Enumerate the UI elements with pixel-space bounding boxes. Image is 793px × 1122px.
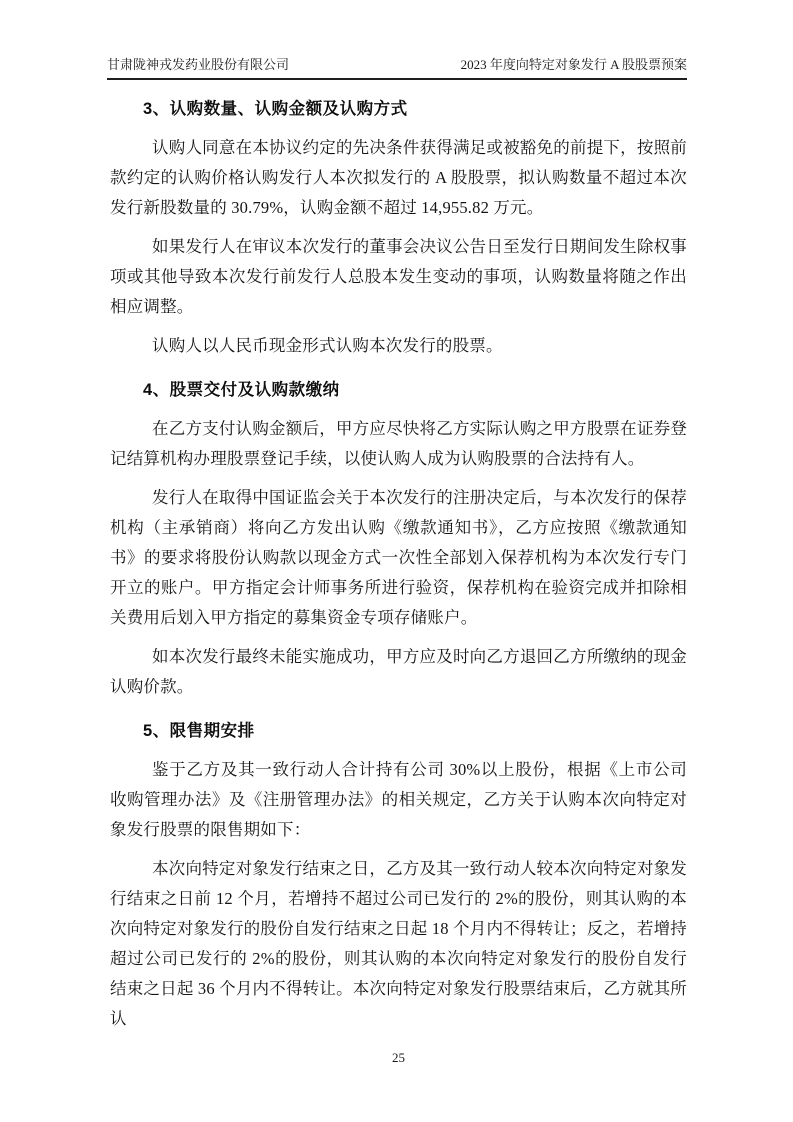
page-footer [110,1050,687,1066]
paragraph-refund-clause: 如本次发行最终未能实施成功，甲方应及时向乙方退回乙方所缴纳的现金认购价款。 [110,647,687,696]
paragraph-payment-notice: 发行人在取得中国证监会关于本次发行的注册决定后，与本次发行的保荐机构（主承销商）将向乙方发出认购《缴款通知书》，乙方应按照《缴款通知书》的要求将股份认购款以现金方式一次性全部划入保荐机构为本次发行专门开立的账户。甲方指定会计师事务所进行验资，保荐机构在验资完成并扣除相关费用后划入甲方指定的募集资金专项存储账户。 [110,488,687,627]
paragraph-lockup-basis: 鉴于乙方及其一致行动人合计持有公司 30%以上股份，根据《上市公司收购管理办法》及《注册管理办法》的相关规定，乙方关于认购本次向特定对象发行股票的限售期如下： [110,760,687,839]
header-rule [107,78,687,80]
page-header [107,57,687,78]
section-heading-3: 3、认购数量、认购金额及认购方式 [143,100,408,118]
section-heading-5: 5、限售期安排 [143,722,255,740]
paragraph-lockup-terms: 本次向特定对象发行结束之日，乙方及其一致行动人较本次向特定对象发行结束之日前 12 个月，若增持不超过公司已发行的 2%的股份，则其认购的本次向特定对象发行的股份自发行结束之日起 18 个月内不得转让；反之，若增持超过公司已发行的 2%的股份，则其认购的本次向特定对象发行的股份自发行结束之日起 36 个月内不得转让。本次向特定对象发行股票结束后，乙方就其所认 [110,859,687,1028]
paragraph-cash-subscription: 认购人以人民币现金形式认购本次发行的股票。 [152,336,503,355]
paragraph-share-delivery: 在乙方支付认购金额后，甲方应尽快将乙方实际认购之甲方股票在证券登记结算机构办理股票登记手续，以使认购人成为认购股票的合法持有人。 [110,419,687,468]
header-document-title: 2023 年度向特定对象发行 A 股股票预案 [460,57,687,72]
document-body [110,94,687,1066]
paragraph-subscription-quantity: 认购人同意在本协议约定的先决条件获得满足或被豁免的前提下，按照前款约定的认购价格认购发行人本次拟发行的 A 股股票，拟认购数量不超过本次发行新股数量的 30.79%，认购金额不超过 14,955.82 万元。 [110,138,687,217]
paragraph-adjustment-events: 如果发行人在审议本次发行的董事会决议公告日至发行日期间发生除权事项或其他导致本次发行前发行人总股本发生变动的事项，认购数量将随之作出相应调整。 [110,237,687,316]
page-number: 25 [392,1050,405,1065]
header-company-name: 甘肃陇神戎发药业股份有限公司 [107,57,290,72]
section-heading-4: 4、股票交付及认购款缴纳 [143,381,340,399]
